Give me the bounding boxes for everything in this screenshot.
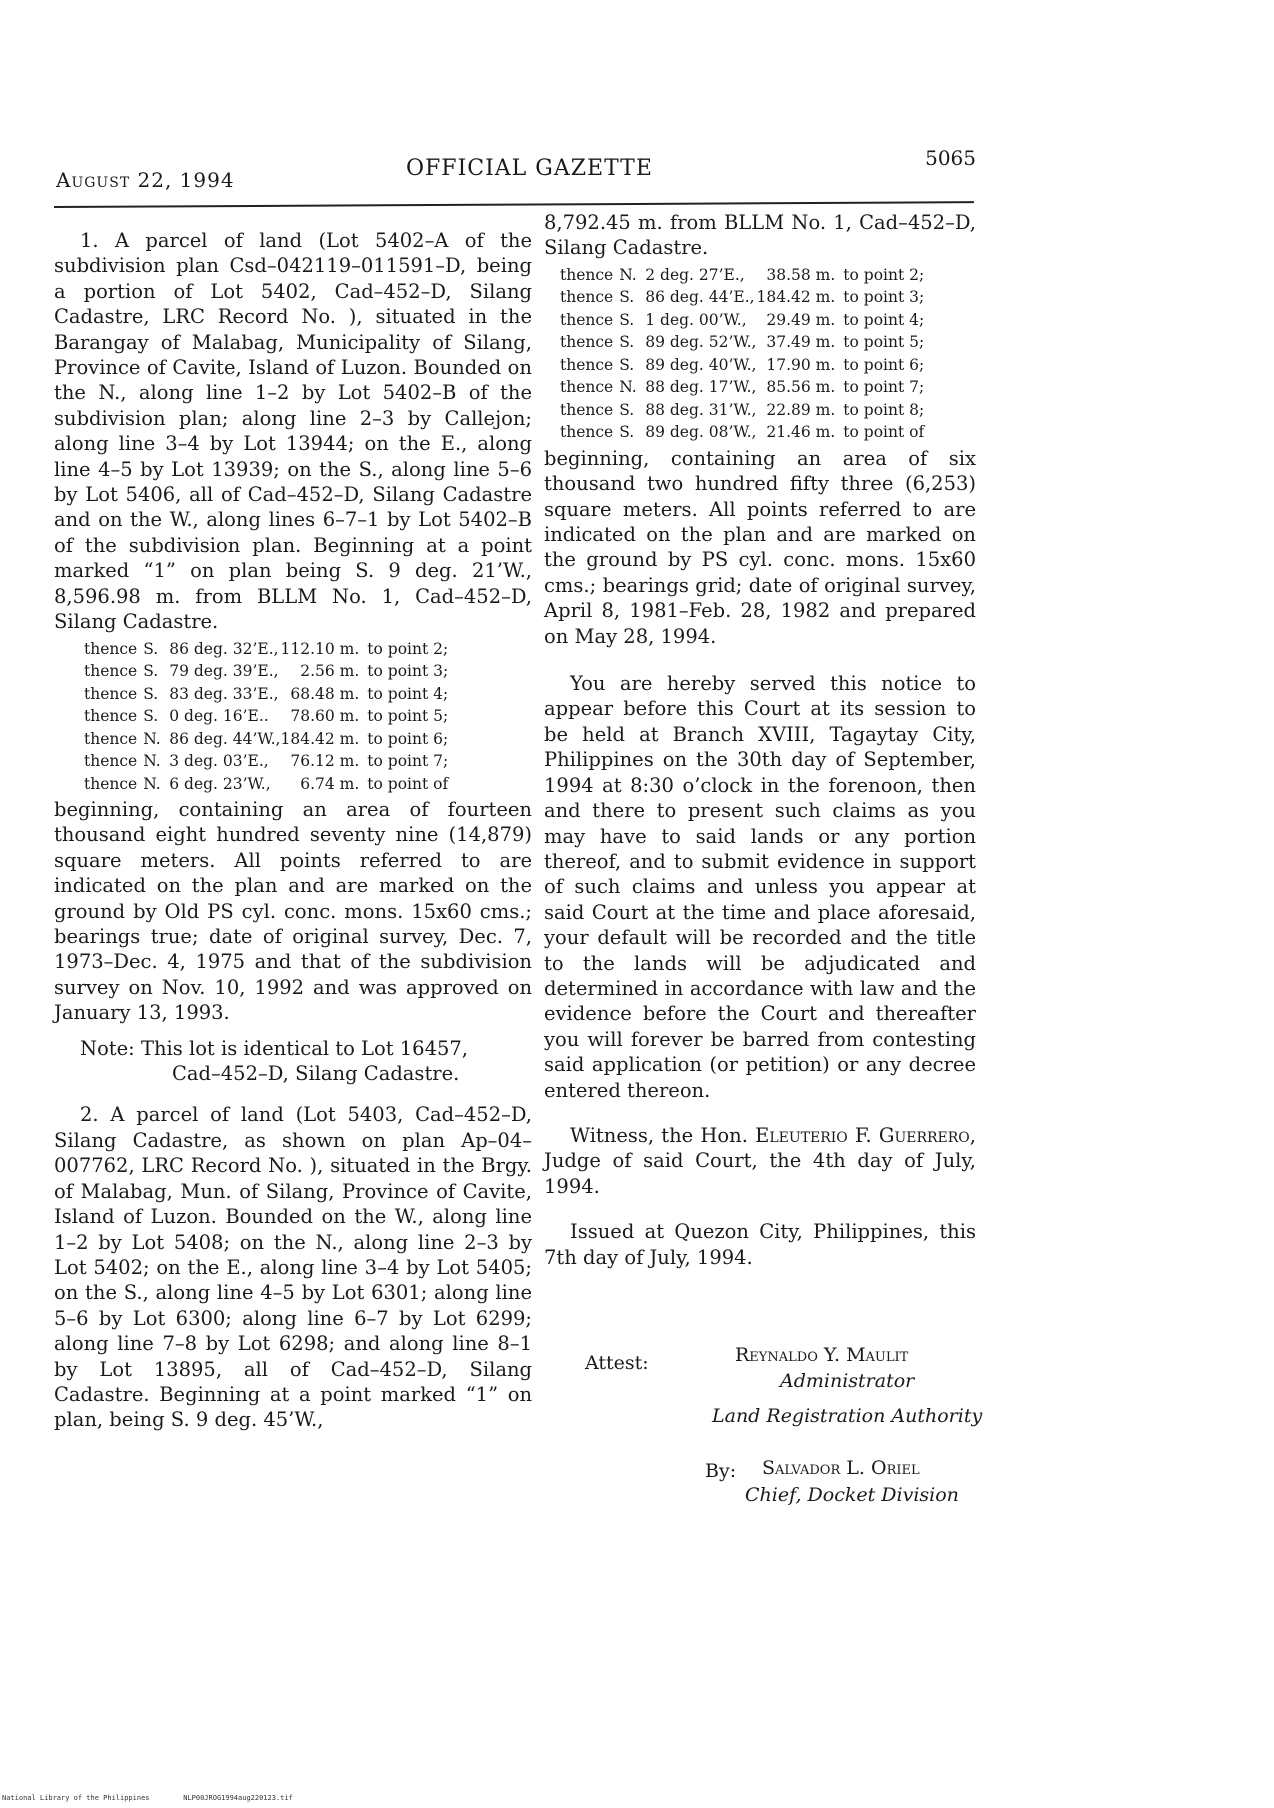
course-target: to point 6; <box>843 355 925 374</box>
course-direction: S. <box>619 423 635 442</box>
page-number: 5065 <box>925 146 976 170</box>
issued-paragraph: Issued at Quezon City, Philippines, this 7th day of July, 1994. <box>544 1220 976 1269</box>
course-thence: thence <box>84 729 138 748</box>
course-thence: thence <box>560 288 614 307</box>
course-direction: S. <box>143 684 159 703</box>
docket-chief-name: Salvador L. Oriel <box>762 1457 920 1479</box>
course-row <box>84 728 448 751</box>
course-distance: 68.48 m. <box>290 684 360 703</box>
course-thence: thence <box>560 265 614 284</box>
course-thence: thence <box>84 639 138 658</box>
course-target: to point 8; <box>843 400 925 419</box>
publication-title: OFFICIAL GAZETTE <box>406 156 653 181</box>
issue-date: August 22, 1994 <box>56 168 235 192</box>
course-distance: 184.42 m. <box>756 288 836 307</box>
note-line-2: Cad–452–D, Silang Cadastre. <box>172 1062 460 1086</box>
course-thence: thence <box>84 752 138 770</box>
course-direction: S. <box>143 639 159 658</box>
course-thence: thence <box>560 378 614 397</box>
course-direction: S. <box>619 400 635 419</box>
course-row <box>560 331 924 354</box>
administrator-name: Reynaldo Y. Maulit <box>735 1344 909 1366</box>
course-bearing: 0 deg. 16’E.. <box>169 707 269 725</box>
note-line-1: Note: This lot is identical to Lot 16457, <box>80 1036 469 1060</box>
course-row <box>84 660 448 683</box>
course-direction: S. <box>619 288 635 307</box>
course-row <box>560 399 924 422</box>
course-distance: 112.10 m. <box>280 639 360 658</box>
course-target: to point of <box>843 423 925 442</box>
course-target: to point 2; <box>367 639 449 658</box>
page-header <box>56 146 976 190</box>
course-thence: thence <box>560 423 614 442</box>
course-distance: 37.49 m. <box>766 333 836 352</box>
course-bearing: 88 deg. 31’W., <box>645 400 757 419</box>
administrator-title: Administrator <box>780 1370 915 1392</box>
course-bearing: 86 deg. 44’E., <box>645 288 755 307</box>
header-rule <box>54 201 974 208</box>
notice-paragraph: You are hereby served this notice to appear before this Court at its session to be held at Branch XVIII, Tagaytay City, Philippines on the 30th day of September, 1994 at 8:30 o’clock in the forenoon, then and there to present such claims as you may have to said lands or any portion thereof, and to submit evidence in support of such claims and unless you appear at said Court at the time and place aforesaid, your default will be recorded and the title to the lands will be adjudicated and determined in accordance with law and the evidence before the Court and thereafter you will forever be barred from contesting said application (or petition) or any decree entered thereon. <box>544 672 976 1102</box>
course-bearing: 86 deg. 32’E., <box>169 639 279 658</box>
course-target: to point 5; <box>843 333 925 352</box>
course-bearing: 6 deg. 23’W., <box>169 774 271 793</box>
course-distance: 85.56 m. <box>766 378 836 397</box>
library-credit: National Library of the Philippines <box>2 1794 150 1802</box>
course-thence: thence <box>84 774 138 793</box>
course-thence: thence <box>560 333 614 352</box>
docket-chief-title: Chief, Docket Division <box>745 1484 959 1506</box>
witness-paragraph <box>544 1123 976 1199</box>
course-distance: 38.58 m. <box>766 265 836 284</box>
scan-filename: NLP00JROG1994aug220123.tif <box>183 1794 293 1802</box>
course-distance: 22.89 m. <box>766 400 836 419</box>
right-column <box>544 210 976 1270</box>
course-bearing: 2 deg. 27’E., <box>645 265 745 284</box>
course-direction: S. <box>619 310 635 329</box>
parcel-2-continuation: 8,792.45 m. from BLLM No. 1, Cad–452–D, Silang Cadastre. <box>544 211 976 260</box>
course-thence: thence <box>84 707 138 725</box>
attest-label: Attest: <box>585 1352 649 1374</box>
parcel-2-description: 2. A parcel of land (Lot 5403, Cad–452–D, Silang Cadastre, as shown on plan Ap–04–007762, LRC Record No. ), situated in the Brgy. of Malabag, Mun. of Silang, Province of Cavite, Island of Luzon. Bounded on the W., along line 1–2 by Lot 5408; on the N., along line 2–3 by Lot 5402; on the E., along line 3–4 by Lot 5405; on the S., along line 4–5 by Lot 6301; along line 5–6 by Lot 6300; along line 6–7 by Lot 6299; along line 7–8 by Lot 6298; and along line 8–1 by Lot 13895, all of Cad–452–D, Silang Cadastre. Beginning at a point marked “1” on plan, being S. 9 deg. 45’W., <box>54 1103 532 1432</box>
course-row <box>84 773 448 796</box>
course-bearing: 89 deg. 08’W., <box>645 423 757 442</box>
course-target: to point 3; <box>843 288 925 307</box>
agency-name: Land Registration Authority <box>712 1405 983 1427</box>
course-bearing: 79 deg. 39’E., <box>169 662 279 680</box>
course-bearing: 1 deg. 00’W., <box>645 310 747 329</box>
course-direction: N. <box>143 752 161 770</box>
course-distance: 29.49 m. <box>766 310 836 329</box>
course-row <box>560 286 924 309</box>
course-bearing: 3 deg. 03’E., <box>169 752 269 770</box>
course-direction: N. <box>619 265 637 284</box>
course-distance: 17.90 m. <box>766 355 836 374</box>
witness-post: , Judge of said Court, the 4th day of July, 1994. <box>544 1123 976 1198</box>
course-target: to point 3; <box>367 662 449 680</box>
course-row <box>560 354 924 377</box>
course-distance: 76.12 m. <box>290 752 360 770</box>
course-direction: N. <box>619 378 637 397</box>
course-bearing: 89 deg. 52’W., <box>645 333 757 352</box>
scan-footer <box>2 1794 293 1802</box>
course-target: to point 7; <box>843 378 925 397</box>
course-row <box>560 421 924 444</box>
course-row <box>84 750 448 773</box>
course-target: to point 7; <box>367 752 449 770</box>
course-row <box>84 683 448 706</box>
witness-pre: Witness, the Hon. <box>570 1123 748 1147</box>
course-target: to point 4; <box>367 684 449 703</box>
parcel-1-description: 1. A parcel of land (Lot 5402–A of the subdivision plan Csd–042119–011591–D, being a portion of Lot 5402, Cad–452–D, Silang Cadastre, LRC Record No. ), situated in the Barangay of Malabag, Municipality of Silang, Province of Cavite, Island of Luzon. Bounded on the N., along line 1–2 by Lot 5402–B of the subdivision plan; along line 2–3 by Callejon; along line 3–4 by Lot 13944; on the E., along line 4–5 by Lot 13939; on the S., along line 5–6 by Lot 5406, all of Cad–452–D, Silang Cadastre and on the W., along lines 6–7–1 by Lot 5402–B of the subdivision plan. Beginning at a point marked “1” on plan being S. 9 deg. 21’W., 8,596.98 m. from BLLM No. 1, Cad–452–D, Silang Cadastre. <box>54 229 532 634</box>
course-thence: thence <box>84 684 138 703</box>
course-target: to point 2; <box>843 265 925 284</box>
course-bearing: 86 deg. 44’W., <box>169 729 281 748</box>
course-distance: 184.42 m. <box>280 729 360 748</box>
course-row <box>560 309 924 332</box>
course-direction: N. <box>143 774 161 793</box>
course-target: to point 5; <box>367 707 449 725</box>
course-direction: S. <box>143 662 159 680</box>
by-label: By: <box>705 1460 737 1482</box>
course-row <box>560 376 924 399</box>
parcel-2-area: beginning, containing an area of six thousand two hundred fifty three (6,253) square meters. All points referred to are indicated on the plan and are marked on the ground by PS cyl. conc. mons. 15x60 cms.; bearings grid; date of original survey, April 8, 1981–Feb. 28, 1982 and prepared on May 28, 1994. <box>544 446 976 648</box>
course-distance: 2.56 m. <box>300 662 360 680</box>
course-bearing: 89 deg. 40’W., <box>645 355 757 374</box>
course-row <box>560 264 924 287</box>
course-row <box>84 638 448 661</box>
course-distance: 78.60 m. <box>290 707 360 725</box>
parcel-1-area: beginning, containing an area of fourteen thousand eight hundred seventy nine (14,879) square meters. All points referred to are indicated on the plan and are marked on the ground by Old PS cyl. conc. mons. 15x60 cms.; bearings true; date of original survey, Dec. 7, 1973–Dec. 4, 1975 and that of the subdivision survey on Nov. 10, 1992 and was approved on January 13, 1993. <box>54 798 532 1025</box>
course-direction: S. <box>619 333 635 352</box>
course-bearing: 88 deg. 17’W., <box>645 378 757 397</box>
course-thence: thence <box>560 310 614 329</box>
course-direction: N. <box>143 729 161 748</box>
judge-name: Eleuterio F. Guerrero <box>755 1123 970 1147</box>
course-target: to point 6; <box>367 729 449 748</box>
course-row <box>84 705 448 728</box>
course-distance: 6.74 m. <box>300 774 360 793</box>
parcel-1-note <box>54 1036 532 1087</box>
parcel-1-courses <box>84 638 448 796</box>
course-thence: thence <box>84 662 138 680</box>
course-distance: 21.46 m. <box>766 423 836 442</box>
course-thence: thence <box>560 355 614 374</box>
parcel-2-courses <box>560 264 924 444</box>
course-target: to point 4; <box>843 310 925 329</box>
course-bearing: 83 deg. 33’E., <box>169 684 279 703</box>
course-target: to point of <box>367 774 449 793</box>
left-column <box>54 228 532 1433</box>
course-thence: thence <box>560 400 614 419</box>
course-direction: S. <box>619 355 635 374</box>
course-direction: S. <box>143 707 159 725</box>
